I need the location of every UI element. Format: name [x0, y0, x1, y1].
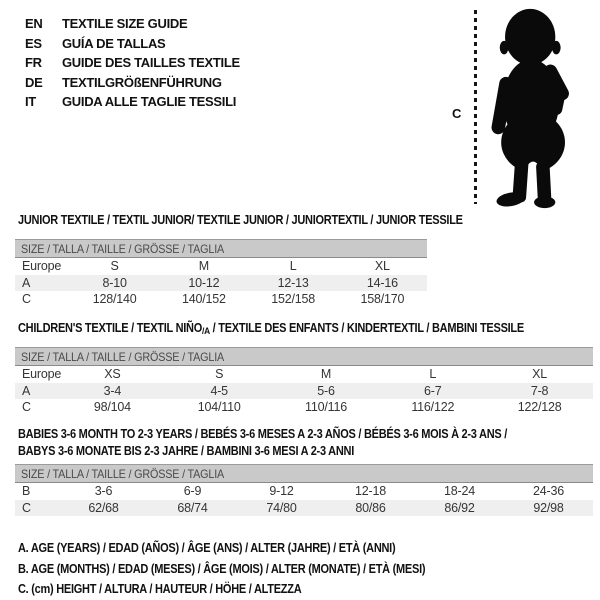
table-row	[15, 258, 427, 275]
table-header-bar	[15, 464, 593, 483]
footnotes	[18, 538, 481, 600]
table-cell: 152/158	[271, 292, 316, 307]
table-cell: 62/68	[88, 500, 119, 515]
table-header-bar	[15, 347, 593, 366]
table-cell: 18-24	[444, 484, 475, 499]
table-cell: 4-5	[210, 383, 228, 398]
table-cell: S	[215, 367, 224, 382]
table-cell: S	[110, 259, 119, 274]
section-title-children	[18, 320, 524, 341]
table-cell: 24-36	[533, 484, 564, 499]
table-row	[15, 383, 593, 400]
section-title-babies	[18, 426, 507, 459]
table-cell: 8-10	[102, 275, 127, 290]
legend-row-it	[25, 92, 240, 112]
size-table-children	[15, 347, 593, 416]
table-cell: 68/74	[177, 500, 208, 515]
table-cell: 104/110	[197, 400, 241, 415]
legend-row-es	[25, 34, 240, 54]
table-header-label: SIZE / TALLA / TAILLE / GRÖSSE / TAGLIA	[21, 241, 225, 256]
table-body	[15, 366, 593, 416]
row-label: A	[22, 383, 31, 398]
size-table-junior	[15, 239, 427, 308]
table-cell: XS	[104, 367, 121, 382]
language-code: FR	[25, 55, 42, 71]
language-label: GUIDA ALLE TAGLIE TESSILI	[62, 94, 237, 110]
table-cell: 3-6	[94, 484, 113, 499]
table-cell: 92/98	[533, 500, 564, 515]
table-cell: L	[429, 367, 437, 382]
table-cell: 80/86	[355, 500, 386, 515]
row-label: B	[22, 484, 31, 499]
table-row	[15, 399, 593, 416]
table-row	[15, 483, 593, 500]
table-cell: 3-4	[103, 383, 122, 398]
table-cell: 128/140	[92, 292, 137, 307]
footnote-height: C. (cm) HEIGHT / ALTURA / HAUTEUR / HÖHE / ALTEZZA	[18, 582, 302, 596]
section-title-text: CHILDREN'S TEXTILE / TEXTIL NIÑO	[18, 321, 203, 335]
section-title-text: / TEXTILE DES ENFANTS / KINDERTEXTIL / BAMBINI TESSILE	[209, 321, 524, 335]
language-legend	[25, 14, 240, 112]
table-cell: 98/104	[93, 400, 131, 415]
table-row	[15, 275, 427, 292]
row-label: C	[22, 400, 31, 415]
table-header-bar	[15, 239, 427, 258]
size-table-babies	[15, 464, 593, 516]
table-cell: 9-12	[269, 484, 294, 499]
legend-row-en	[25, 14, 240, 34]
language-code: ES	[25, 35, 42, 51]
row-label: A	[22, 275, 31, 290]
table-cell: 12-13	[277, 275, 309, 290]
table-header-label: SIZE / TALLA / TAILLE / GRÖSSE / TAGLIA	[21, 466, 225, 481]
table-cell: 122/128	[517, 400, 562, 415]
language-code: IT	[25, 94, 36, 110]
table-cell: 6-9	[183, 484, 202, 499]
section-title-junior: JUNIOR TEXTILE / TEXTIL JUNIOR/ TEXTILE JUNIOR / JUNIORTEXTIL / JUNIOR TESSILE	[18, 213, 463, 227]
table-cell: 140/152	[181, 292, 226, 307]
table-body	[15, 483, 593, 516]
table-header-label: SIZE / TALLA / TAILLE / GRÖSSE / TAGLIA	[21, 349, 225, 364]
table-row	[15, 366, 593, 383]
table-cell: XL	[532, 367, 548, 382]
table-cell: L	[289, 259, 297, 274]
table-cell: 74/80	[266, 500, 297, 515]
baby-silhouette-icon	[488, 7, 583, 210]
table-cell: 5-6	[317, 383, 335, 398]
language-label: GUIDE DES TAILLES TEXTILE	[62, 55, 240, 71]
footnote-age-months: B. AGE (MONTHS) / EDAD (MESES) / ÂGE (MOIS) / ALTER (MONATE) / ETÀ (MESI)	[18, 561, 426, 576]
row-label: Europe	[22, 259, 62, 274]
table-cell: 12-18	[355, 484, 386, 499]
language-code: EN	[25, 16, 43, 32]
table-cell: M	[198, 259, 209, 274]
table-cell: 14-16	[366, 275, 398, 290]
row-label: C	[22, 292, 31, 307]
language-code: DE	[25, 74, 43, 90]
table-row	[15, 291, 427, 308]
row-label: C	[22, 500, 31, 515]
language-label: GUÍA DE TALLAS	[62, 35, 166, 51]
legend-row-de	[25, 73, 240, 93]
table-cell: M	[320, 367, 332, 382]
table-row	[15, 500, 593, 517]
row-label: Europe	[22, 367, 62, 382]
table-cell: 86/92	[444, 500, 475, 515]
language-label: TEXTILE SIZE GUIDE	[62, 16, 188, 32]
legend-row-fr	[25, 53, 240, 73]
footnote-age-years: A. AGE (YEARS) / EDAD (AÑOS) / ÂGE (ANS) / ALTER (JAHRE) / ETÀ (ANNI)	[18, 541, 396, 555]
dashed-measure-line-icon	[474, 10, 477, 204]
table-cell: 158/170	[360, 292, 405, 307]
height-measure-label: C	[452, 106, 462, 121]
table-cell: 110/116	[305, 400, 347, 415]
section-title-line1: BABIES 3-6 MONTH TO 2-3 YEARS / BEBÉS 3-6 MESES A 2-3 AÑOS / BÉBÉS 3-6 MOIS À 2-3 ANS /	[18, 427, 508, 441]
table-cell: 6-7	[424, 383, 442, 398]
section-title-subscript: /A	[202, 326, 210, 337]
table-cell: 116/122	[411, 400, 455, 415]
section-title-line2: BABYS 3-6 MONATE BIS 2-3 JAHRE / BAMBINI 3-6 MESI A 2-3 ANNI	[18, 443, 355, 458]
table-cell: 7-8	[530, 383, 549, 398]
table-cell: 10-12	[188, 275, 220, 290]
table-cell: XL	[374, 259, 390, 274]
language-label: TEXTILGRÖßENFÜHRUNG	[62, 74, 222, 90]
table-body	[15, 258, 427, 308]
